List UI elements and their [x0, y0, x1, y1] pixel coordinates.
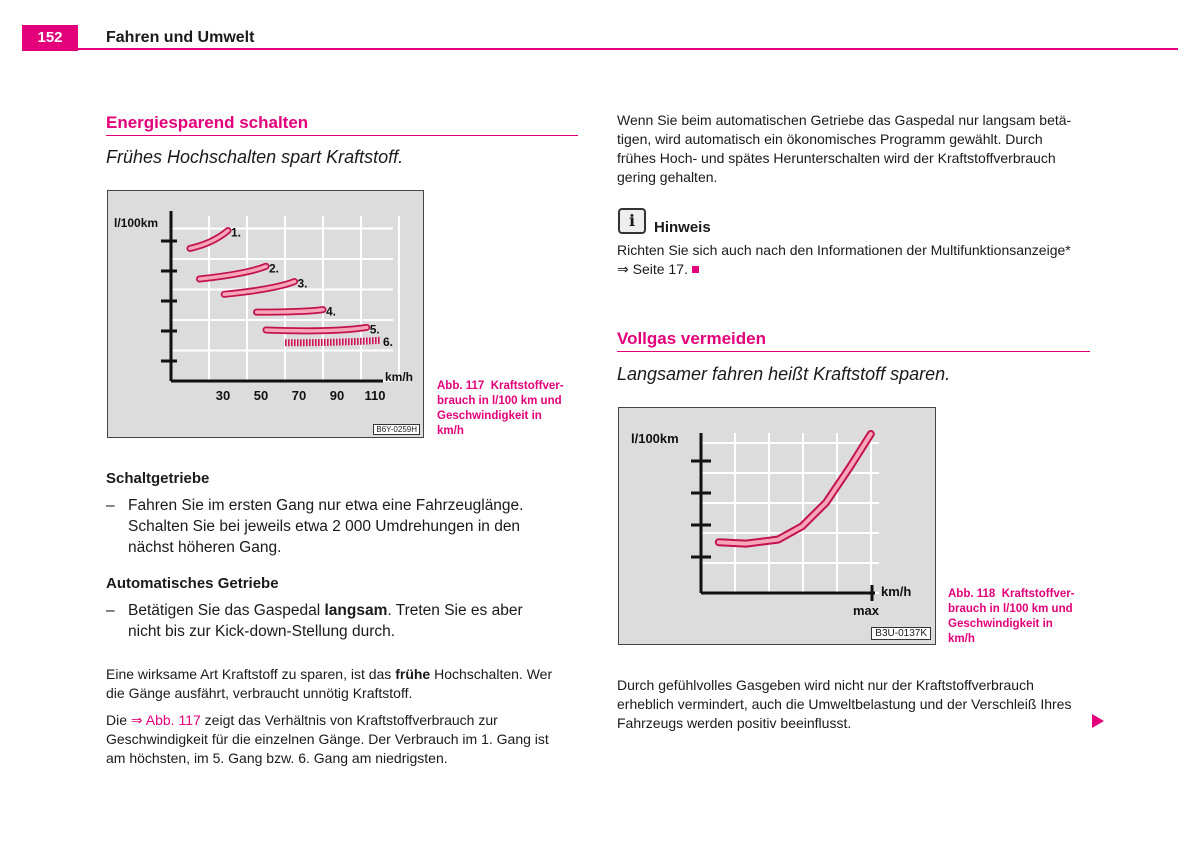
- list-item: – Fahren Sie im ersten Gang nur etwa eine Fahrzeuglänge. Schalten Sie bei jeweils etwa 2 000 Umdrehungen in den nächst höheren Gang.: [106, 497, 524, 556]
- lead-text: Frühes Hochschalten spart Kraftstoff.: [106, 147, 404, 167]
- para-line: tigen, wird automatisch ein ökonomisches Programm gewählt. Durch: [617, 131, 1043, 147]
- y-axis-label: l/100km: [114, 216, 159, 230]
- gear-label: 1.: [231, 225, 242, 240]
- caption-line: Kraftstoffver-: [1001, 588, 1075, 600]
- subheading-automatik: Automatisches Getriebe: [106, 575, 279, 592]
- caption-line: brauch in l/100 km und: [437, 395, 562, 407]
- subheading-schaltgetriebe: Schaltgetriebe: [106, 470, 210, 487]
- x-tick-label: 90: [329, 388, 345, 403]
- para-line: am höchsten, im 5. Gang bzw. 6. Gang am niedrigsten.: [106, 750, 448, 766]
- lead-text: Langsamer fahren heißt Kraftstoff sparen.: [617, 364, 951, 384]
- page-number: 152: [22, 25, 78, 51]
- list-text: Betätigen Sie das Gaspedal: [128, 602, 325, 619]
- note-text: [617, 241, 1097, 279]
- list-item: – Betätigen Sie das Gaspedal langsam. Treten Sie es aber nicht bis zur Kick-down-Stellung durch.: [106, 602, 523, 640]
- paragraph-automatik-intro: [617, 111, 1097, 187]
- caption-line: Geschwindigkeit in: [948, 618, 1053, 630]
- figure-118: [618, 407, 936, 645]
- section-title-energiesparend: Energiesparend schalten: [106, 113, 309, 132]
- curve-gear-6: [285, 340, 380, 343]
- x-tick-label: 30: [215, 388, 231, 403]
- y-axis-label: l/100km: [631, 431, 679, 446]
- info-note-icon: i: [618, 208, 646, 234]
- figure-code: B6Y-0259H: [373, 424, 420, 435]
- caption-line: Geschwindigkeit in: [437, 410, 542, 422]
- note-line: Richten Sie sich auch nach den Informationen der Multifunktionsanzeige*: [617, 242, 1071, 258]
- chart-fuel-speed: [619, 408, 935, 644]
- list-line: Schalten Sie bei jeweils etwa 2 000 Umdrehungen in den: [128, 518, 521, 535]
- x-tick-label: 110: [364, 388, 386, 403]
- gear-label: 6.: [383, 335, 394, 350]
- caption-line: Kraftstoffver-: [490, 380, 564, 392]
- caption-line: brauch in l/100 km und: [948, 603, 1073, 615]
- figure-117: [107, 190, 424, 438]
- gear-label: 4.: [326, 304, 337, 319]
- x-axis-label: km/h: [385, 370, 414, 384]
- caption-line: km/h: [948, 633, 975, 645]
- end-marker-icon: [692, 266, 699, 273]
- paragraph-verhaeltnis: [106, 711, 586, 768]
- gear-label: 2.: [269, 261, 280, 276]
- figure-link[interactable]: [131, 712, 201, 728]
- para-text-bold: frühe: [395, 666, 431, 682]
- para-text: Die: [106, 712, 131, 728]
- x-tick-label: 50: [253, 388, 269, 403]
- para-line: die Gänge ausfährt, verbraucht unnötig Kraftstoff.: [106, 685, 413, 701]
- note-page-link[interactable]: ⇒ Seite 17.: [617, 261, 688, 277]
- caption-number: Abb. 118: [948, 588, 996, 600]
- figure-code: B3U-0137K: [871, 627, 931, 640]
- paragraph-hochschalten: [106, 665, 586, 703]
- para-line: frühes Hoch- und spätes Herunterschalten wird der Kraftstoffverbrauch: [617, 150, 1056, 166]
- x-tick-label-max: max: [853, 603, 880, 618]
- chapter-title: Fahren und Umwelt: [106, 29, 255, 46]
- paragraph-gasgeben: [617, 676, 1097, 733]
- chart-fuel-gears: [108, 191, 423, 437]
- caption-118: [948, 587, 1098, 647]
- gear-label: 3.: [297, 276, 308, 291]
- figure-link-text: Abb. 117: [145, 712, 201, 728]
- para-line: gering gehalten.: [617, 169, 718, 185]
- continue-arrow-icon[interactable]: [1092, 714, 1104, 728]
- list-text: . Treten Sie es aber: [387, 602, 523, 619]
- x-axis-label: km/h: [881, 584, 912, 599]
- caption-line: km/h: [437, 425, 464, 437]
- list-line: nächst höheren Gang.: [128, 539, 282, 556]
- list-line: Fahren Sie im ersten Gang nur etwa eine Fahrzeuglänge.: [128, 497, 524, 514]
- header-rule: [22, 48, 1178, 50]
- gear-label: 5.: [369, 322, 380, 337]
- para-text: Hochschalten. Wer: [430, 666, 553, 682]
- para-line: Wenn Sie beim automatischen Getriebe das Gaspedal nur langsam betä-: [617, 112, 1072, 128]
- caption-number: Abb. 117: [437, 380, 485, 392]
- para-line: Geschwindigkeit für die einzelnen Gänge. Der Verbrauch im 1. Gang ist: [106, 731, 549, 747]
- section-rule: [106, 135, 578, 136]
- note-title: Hinweis: [654, 219, 711, 236]
- para-line: Durch gefühlvolles Gasgeben wird nicht nur der Kraftstoffverbrauch: [617, 677, 1034, 693]
- list-text-bold: langsam: [324, 602, 388, 619]
- para-line: erheblich vermindert, auch die Umweltbelastung und der Verschleiß Ihres: [617, 696, 1072, 712]
- arrow-icon: ⇒: [130, 712, 143, 728]
- curve-outline: [719, 434, 871, 544]
- x-tick-label: 70: [291, 388, 307, 403]
- para-text: Eine wirksame Art Kraftstoff zu sparen, ist das: [106, 666, 396, 682]
- section-rule: [617, 351, 1090, 352]
- caption-117: [437, 379, 587, 439]
- para-line: Fahrzeugs werden positiv beeinflusst.: [617, 715, 852, 731]
- para-text: zeigt das Verhältnis von Kraftstoffverbrauch zur: [200, 712, 498, 728]
- section-title-vollgas: Vollgas vermeiden: [617, 329, 766, 348]
- list-line: nicht bis zur Kick-down-Stellung durch.: [128, 623, 396, 640]
